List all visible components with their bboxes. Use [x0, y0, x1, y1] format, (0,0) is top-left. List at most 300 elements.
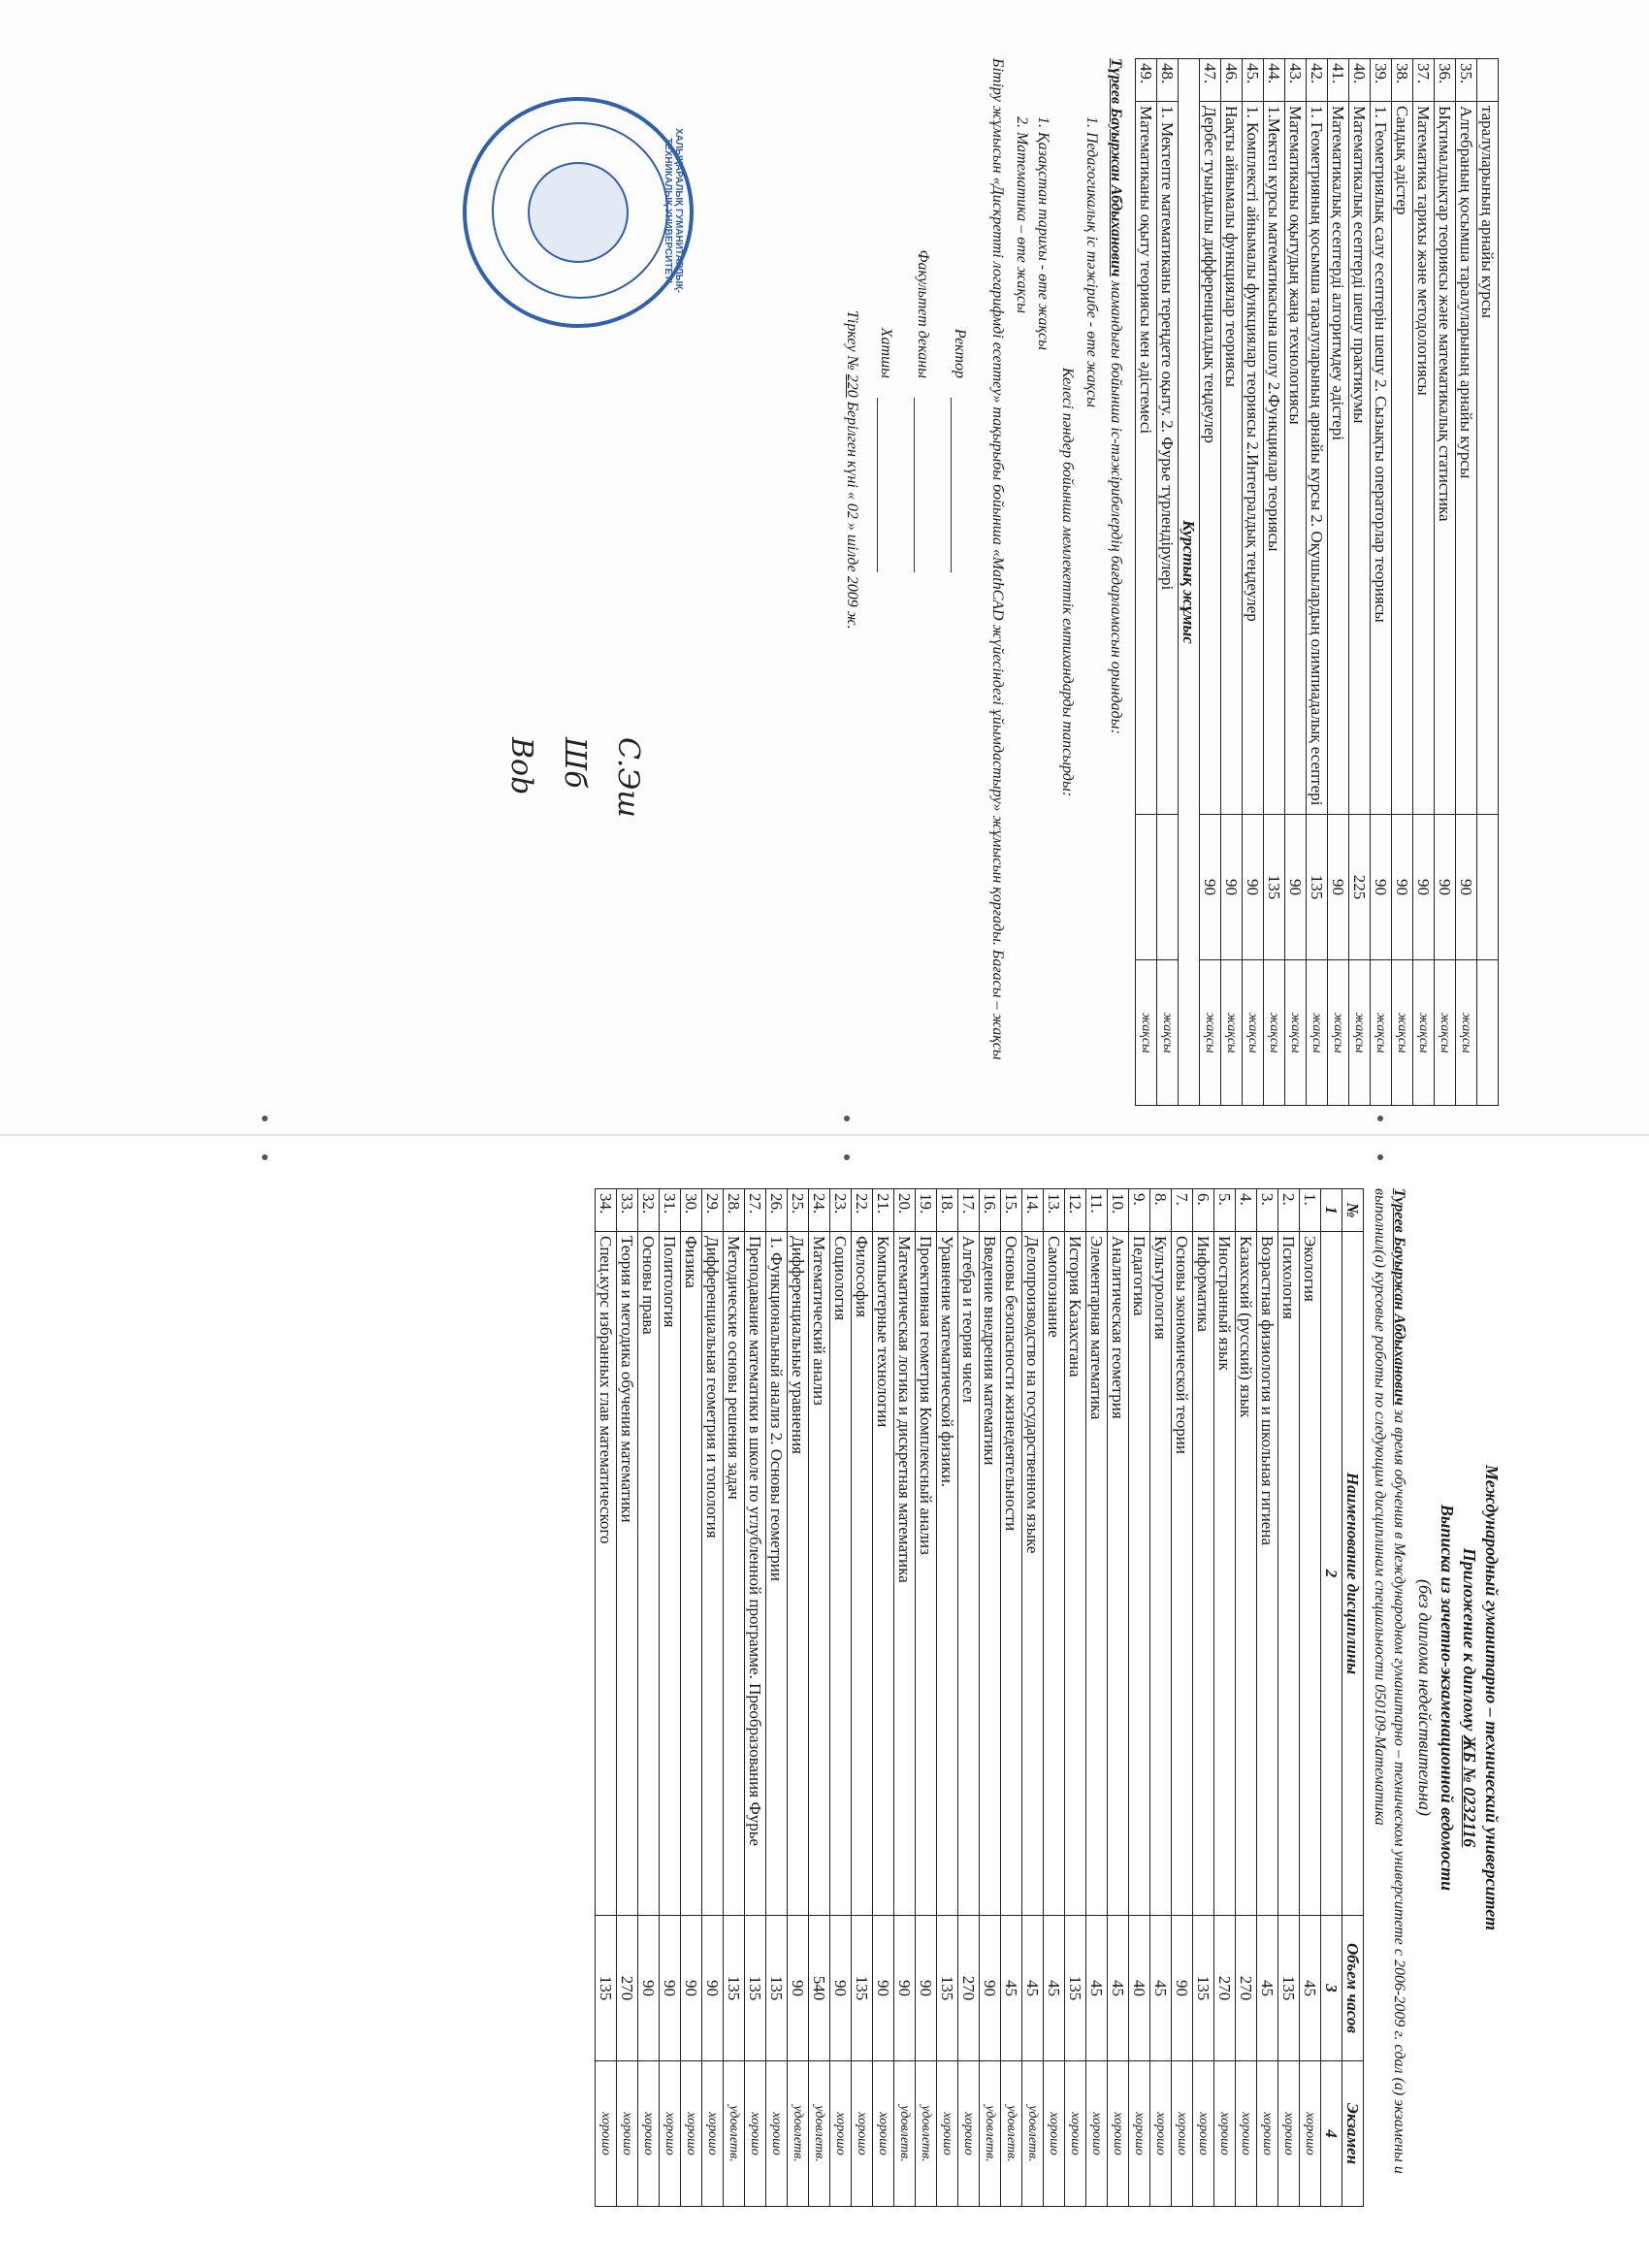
hours-value: 90 — [681, 1916, 702, 2061]
table-row — [894, 1189, 916, 2207]
discipline-name: Математика тарихы және методологиясы — [1413, 102, 1435, 815]
row-number: 32. — [638, 1189, 660, 1232]
row-number: 46. — [1221, 59, 1243, 102]
table-row — [745, 1189, 766, 2207]
table-row — [1172, 1189, 1193, 2207]
grade-value: хорошо — [1150, 2061, 1172, 2207]
grade-value: жақсы — [1264, 960, 1285, 1106]
row-number: 47. — [1200, 59, 1221, 102]
grade-value: хорошо — [1236, 2061, 1257, 2207]
hours-value: 135 — [1065, 1916, 1086, 2061]
table-row — [660, 1189, 681, 2207]
university-name: Международный гуманитарно – технический университет — [1482, 1465, 1502, 1930]
hours-value — [1157, 815, 1179, 960]
header-grade: Экзамен — [1342, 2061, 1364, 2207]
row-number: 34. — [596, 1189, 617, 1232]
row-number: 25. — [788, 1189, 809, 1232]
row-number: 26. — [766, 1189, 788, 1232]
discipline-name: Математикалық есептерді алгоритмдеу әдістері — [1328, 102, 1349, 815]
table-row — [1243, 59, 1264, 1106]
signature-row — [877, 58, 894, 1106]
table-row — [1307, 59, 1328, 1106]
table-row — [852, 1189, 873, 2207]
table-row — [809, 1189, 830, 2207]
discipline-name: Педагогика — [1129, 1232, 1150, 1916]
discipline-name: Алгебраның қосымша таралуларының арнайы курсы — [1456, 102, 1477, 815]
grade-value: хорошо — [1086, 2061, 1108, 2207]
table-row — [724, 1189, 745, 2207]
row-number: 6. — [1193, 1189, 1214, 1232]
row-number: 41. — [1328, 59, 1349, 102]
punch-mark — [1377, 1116, 1383, 1121]
row-number: 12. — [1065, 1189, 1086, 1232]
table-row — [1392, 59, 1413, 1106]
exam-list — [1013, 116, 1051, 1106]
discipline-name: 1. Геометриялық салу есептерін шешу 2. Сызықты операторлар теориясы — [1371, 102, 1392, 815]
hours-value: 90 — [660, 1916, 681, 2061]
discipline-name: Делопроизводство на государственном языке — [1022, 1232, 1044, 1916]
discipline-name: Политология — [660, 1232, 681, 1916]
signature-line — [877, 398, 894, 572]
hours-value: 45 — [1257, 1916, 1278, 2061]
student-name: Туреев Бауыржан Абдыханович — [1391, 1188, 1407, 1406]
grade-value: жақсы — [1157, 960, 1179, 1106]
stamp-text: ХАЛЫҚАРАЛЫҚ ГУМАНИТАРЛЫҚ-ТЕХНИКАЛЫҚ УНИВЕРСИТЕТІ — [663, 128, 684, 293]
row-number: 16. — [980, 1189, 1001, 1232]
discipline-name: Ықтималдықтар теориясы және математикалық статистика — [1435, 102, 1456, 815]
grade-value: хорошо — [681, 2061, 702, 2207]
row-number: 21. — [873, 1189, 894, 1232]
grade-value: хорошо — [1108, 2061, 1129, 2207]
grade-value: жақсы — [1285, 960, 1307, 1106]
table-row — [1136, 59, 1157, 1106]
practice-intro — [1106, 58, 1125, 1106]
signature-label: Факультет деканы — [915, 249, 931, 378]
dean-signature: Шб — [558, 737, 592, 789]
hours-value: 135 — [1193, 1916, 1214, 2061]
discipline-name: Основы экономической теории — [1172, 1232, 1193, 1916]
hours-value: 90 — [980, 1916, 1001, 2061]
discipline-name: 1. Комплексті айнымалы функциялар теориясы 2.Интегралдық теңдеулер — [1243, 102, 1264, 815]
fold-line — [0, 1134, 1649, 1136]
grades-table-russian — [595, 1188, 1364, 2207]
discipline-name: Спец.курс избранных глав математического — [596, 1232, 617, 1916]
grade-value: жақсы — [1328, 960, 1349, 1106]
hours-value: 90 — [894, 1916, 916, 2061]
grade-value: удовлетв. — [724, 2061, 745, 2207]
discipline-name: Казахский (русский) язык — [1236, 1232, 1257, 1916]
grade-value: хорошо — [766, 2061, 788, 2207]
table-row — [1264, 59, 1285, 1106]
grade-value: хорошо — [873, 2061, 894, 2207]
row-number: 14. — [1022, 1189, 1044, 1232]
grade-value: удовлетв. — [1022, 2061, 1044, 2207]
punch-mark — [844, 1116, 850, 1121]
table-row — [617, 1189, 638, 2207]
header-hours: Объем часов — [1342, 1916, 1364, 2061]
grade-value: хорошо — [1214, 2061, 1236, 2207]
hours-value: 90 — [788, 1916, 809, 2061]
hours-value: 270 — [1214, 1916, 1236, 2061]
issued-line — [842, 58, 861, 1106]
grade-value: жақсы — [1243, 960, 1264, 1106]
hours-value: 135 — [1307, 815, 1328, 960]
appendix-label: Приложение к диплому — [1460, 1547, 1479, 1732]
row-number: 4. — [1236, 1189, 1257, 1232]
grade-value: хорошо — [1193, 2061, 1214, 2207]
row-number: 39. — [1371, 59, 1392, 102]
discipline-name: Математиканы оқытудың жаңа технологиясы — [1285, 102, 1307, 815]
hours-value: 270 — [617, 1916, 638, 2061]
hours-value: 45 — [1150, 1916, 1172, 2061]
grade-value: жақсы — [1456, 960, 1477, 1106]
hours-value: 90 — [1200, 815, 1221, 960]
grade-value: хорошо — [617, 2061, 638, 2207]
signature-block — [877, 58, 968, 1106]
grade-value: хорошо — [1129, 2061, 1150, 2207]
header-hours-index: 3 — [1321, 1916, 1342, 2061]
grade-value: удовлетв. — [980, 2061, 1001, 2207]
hours-value: 90 — [1328, 815, 1349, 960]
row-number: 44. — [1264, 59, 1285, 102]
table-row — [1108, 1189, 1129, 2207]
grade-value: хорошо — [638, 2061, 660, 2207]
university-stamp — [463, 97, 694, 328]
row-number: 8. — [1150, 1189, 1172, 1232]
table-row — [1257, 1189, 1278, 2207]
appendix-line — [1459, 1188, 1479, 2207]
signature-label: Хатшы — [878, 327, 894, 378]
grade-value: жақсы — [1200, 960, 1221, 1106]
hours-value: 90 — [1392, 815, 1413, 960]
hours-value: 135 — [745, 1916, 766, 2061]
grade-value: хорошо — [1044, 2061, 1065, 2207]
discipline-name: 1. Геометрияның қосымша таралуларының арнайы курсы 2. Оқушылардың олимпиадалық есептері — [1307, 102, 1328, 815]
signature-label: Ректор — [952, 328, 968, 378]
grade-value: хорошо — [852, 2061, 873, 2207]
discipline-name: Теория и методика обучения математики — [617, 1232, 638, 1916]
grade-value: хорошо — [660, 2061, 681, 2207]
hours-value: 270 — [1236, 1916, 1257, 2061]
discipline-name: таралуларының арнайы курсы — [1477, 102, 1499, 815]
grade-value: жақсы — [1435, 960, 1456, 1106]
row-number: 18. — [937, 1189, 958, 1232]
row-number: 2. — [1278, 1189, 1300, 1232]
hours-value: 45 — [1044, 1916, 1065, 2061]
hours-value: 90 — [702, 1916, 724, 2061]
punch-mark — [262, 1154, 268, 1160]
grade-value: жақсы — [1413, 960, 1435, 1106]
row-number: 29. — [702, 1189, 724, 1232]
discipline-name: Информатика — [1193, 1232, 1214, 1916]
grade-value: хорошо — [830, 2061, 852, 2207]
row-number: 10. — [1108, 1189, 1129, 1232]
table-row — [1044, 1189, 1065, 2207]
row-number: 19. — [916, 1189, 937, 1232]
table-row — [1193, 1189, 1214, 2207]
grade-value: хорошо — [1278, 2061, 1300, 2207]
hours-value: 540 — [809, 1916, 830, 2061]
discipline-name: Дербес туындылы дифференциалдық теңдеулер — [1200, 102, 1221, 815]
table-row — [766, 1189, 788, 2207]
row-number: 11. — [1086, 1189, 1108, 1232]
issued-date: Берілген күні « 02 » шілде 2009 ж. — [844, 401, 860, 630]
hours-value: 90 — [1371, 815, 1392, 960]
row-number: 45. — [1243, 59, 1264, 102]
hours-value: 40 — [1129, 1916, 1150, 2061]
discipline-name: 1. Мектепте математиканы тереңдете оқыту. 2. Фурье түрлендірулері — [1157, 102, 1179, 815]
row-number: 9. — [1129, 1189, 1150, 1232]
punch-mark — [262, 1116, 268, 1121]
table-row — [958, 1189, 980, 2207]
hours-value: 90 — [1172, 1916, 1193, 2061]
row-number: 13. — [1044, 1189, 1065, 1232]
table-row — [596, 1189, 617, 2207]
grade-value: жақсы — [1371, 960, 1392, 1106]
header-name-index: 2 — [1321, 1232, 1342, 1916]
hours-value: 135 — [724, 1916, 745, 2061]
row-number: 37. — [1413, 59, 1435, 102]
header-name: Наименование дисциплины — [1342, 1232, 1364, 1916]
table-row — [702, 1189, 724, 2207]
row-number: 5. — [1214, 1189, 1236, 1232]
hours-value: 90 — [1285, 815, 1307, 960]
row-number: 1. — [1300, 1189, 1321, 1232]
row-number: 42. — [1307, 59, 1328, 102]
discipline-name: Математическая логика и дискретная математика — [894, 1232, 916, 1916]
table-row — [1086, 1189, 1108, 2207]
table-row — [1129, 1189, 1150, 2207]
discipline-name: Математический анализ — [809, 1232, 830, 1916]
discipline-name: Элементарная математика — [1086, 1232, 1108, 1916]
hours-value: 135 — [852, 1916, 873, 2061]
practice-list — [1083, 116, 1100, 1106]
issued-number: 220 — [844, 373, 860, 398]
discipline-name: Нақты айнымалы функциялар теориясы — [1221, 102, 1243, 815]
table-row — [788, 1189, 809, 2207]
discipline-name: Математиканы оқыту теориясы мен әдістемесі — [1136, 102, 1157, 815]
table-row — [830, 1189, 852, 2207]
grade-value: удовлетв. — [916, 2061, 937, 2207]
grade-value: хорошо — [937, 2061, 958, 2207]
grade-value: удовлетв. — [894, 2061, 916, 2207]
punch-mark — [1377, 1154, 1383, 1160]
discipline-name: Самопознание — [1044, 1232, 1065, 1916]
section-label: Курстық жұмыс — [1179, 59, 1200, 1106]
grade-value: хорошо — [1172, 2061, 1193, 2207]
discipline-name: Уравнение математической физики. — [937, 1232, 958, 1916]
grades-table-kazakh — [1135, 58, 1499, 1106]
table-row — [1221, 59, 1243, 1106]
table-row — [1001, 1189, 1022, 2207]
discipline-name: Сандық әдістер — [1392, 102, 1413, 815]
hours-value: 45 — [1022, 1916, 1044, 2061]
hours-value: 90 — [1243, 815, 1264, 960]
table-row — [1150, 1189, 1172, 2207]
hours-value: 90 — [1221, 815, 1243, 960]
grade-value: удовлетв. — [788, 2061, 809, 2207]
row-number: 48. — [1157, 59, 1179, 102]
document-title: Выписка из зачетно-экзаменационной ведомости — [1438, 1504, 1457, 1892]
discipline-name: Компьютерные технологии — [873, 1232, 894, 1916]
discipline-name: Введение внедрения математики — [980, 1232, 1001, 1916]
discipline-name: Психология — [1278, 1232, 1300, 1916]
grade-value: жақсы — [1221, 960, 1243, 1106]
discipline-name: Дифференциальные уравнения — [788, 1232, 809, 1916]
hours-value: 90 — [830, 1916, 852, 2061]
discipline-name: Алгебра и теория чисел — [958, 1232, 980, 1916]
discipline-name: Основы права — [638, 1232, 660, 1916]
hours-value: 45 — [1001, 1916, 1022, 2061]
hours-value: 225 — [1349, 815, 1371, 960]
row-number: 33. — [617, 1189, 638, 1232]
table-row — [681, 1189, 702, 2207]
grade-value: хорошо — [702, 2061, 724, 2207]
hours-value — [1477, 815, 1499, 960]
row-number: 28. — [724, 1189, 745, 1232]
table-row — [1214, 1189, 1236, 2207]
grade-value: жақсы — [1136, 960, 1157, 1106]
grade-value: хорошо — [745, 2061, 766, 2207]
grade-value: хорошо — [958, 2061, 980, 2207]
grade-value: хорошо — [1065, 2061, 1086, 2207]
table-row — [873, 1189, 894, 2207]
row-number: 30. — [681, 1189, 702, 1232]
discipline-name: Дифференциальная геометрия и топология — [702, 1232, 724, 1916]
hours-value: 135 — [596, 1916, 617, 2061]
hours-value: 90 — [1456, 815, 1477, 960]
punch-mark — [844, 1154, 850, 1160]
row-number: 24. — [809, 1189, 830, 1232]
table-row — [1285, 59, 1307, 1106]
row-number: 7. — [1172, 1189, 1193, 1232]
table-row — [638, 1189, 660, 2207]
row-number: 17. — [958, 1189, 980, 1232]
discipline-name: Математикалық есептерді шешу практикумы — [1349, 102, 1371, 815]
signature-row — [914, 58, 931, 1106]
table-row — [1200, 59, 1221, 1106]
row-number — [1477, 59, 1499, 102]
discipline-name: Социология — [830, 1232, 852, 1916]
hours-value: 135 — [766, 1916, 788, 2061]
discipline-name: Возрастная физиология и школьная гигиена — [1257, 1232, 1278, 1916]
appendix-number: ЖБ № 0232116 — [1460, 1734, 1479, 1848]
table-row — [1300, 1189, 1321, 2207]
table-row — [1065, 1189, 1086, 2207]
discipline-name: Физика — [681, 1232, 702, 1916]
table-row — [980, 1189, 1001, 2207]
row-number: 22. — [852, 1189, 873, 1232]
table-row — [1236, 1189, 1257, 2207]
discipline-name: 1. Функциональный анализ 2. Основы геометрии — [766, 1232, 788, 1916]
discipline-name: Методические основы решения задач — [724, 1232, 745, 1916]
row-number: 20. — [894, 1189, 916, 1232]
table-row — [916, 1189, 937, 2207]
grade-value — [1477, 960, 1499, 1106]
grade-value: жақсы — [1307, 960, 1328, 1106]
table-row — [1371, 59, 1392, 1106]
exam-item: 1. Қазақстан тарихы - өте жақсы — [1035, 116, 1051, 350]
table-row — [1022, 1189, 1044, 2207]
exams-intro: Келесі пәндер бойынша мемлекеттік емтихандарды тапсырды: — [1059, 367, 1076, 797]
hours-value: 135 — [1264, 815, 1285, 960]
discipline-name: Иностранный язык — [1214, 1232, 1236, 1916]
discipline-name: Философия — [852, 1232, 873, 1916]
row-number: 15. — [1001, 1189, 1022, 1232]
row-number: 38. — [1392, 59, 1413, 102]
grade-value: хорошо — [1257, 2061, 1278, 2207]
table-row — [937, 1189, 958, 2207]
issued-label: Тіркеу № — [844, 310, 860, 371]
practice-item: 1. Педагогикалық іс тәжірибе - өте жақсы — [1083, 116, 1100, 407]
hours-value: 45 — [1108, 1916, 1129, 2061]
hours-value: 90 — [916, 1916, 937, 2061]
thesis-text: Бітіру жұмысын «Дискретті логарифмді есептеу» тақырыбы бойынша «MathCAD жүйесіндегі ұйымдастыру» жұмысын қорғады. Бағасы – жақсы — [989, 58, 1006, 1060]
hours-value: 90 — [873, 1916, 894, 2061]
hours-value: 90 — [638, 1916, 660, 2061]
discipline-name: Проективная геометрия Комплексный анализ — [916, 1232, 937, 1916]
hours-value: 45 — [1300, 1916, 1321, 2061]
table-row — [1157, 59, 1179, 1106]
student-name: Түреев Бауыржан Абдыханович — [1108, 58, 1124, 277]
hours-value — [1136, 815, 1157, 960]
transcript-sheet-russian — [388, 1188, 1504, 2207]
table-row — [1477, 59, 1499, 1106]
hours-value: 45 — [1086, 1916, 1108, 2061]
signature-line — [914, 398, 931, 572]
grade-value: хорошо — [1300, 2061, 1321, 2207]
discipline-name: Экология — [1300, 1232, 1321, 1916]
hours-value: 90 — [1413, 815, 1435, 960]
header-grade-index: 4 — [1321, 2061, 1342, 2207]
grade-value: удовлетв. — [809, 2061, 830, 2207]
grade-value: удовлетв. — [1001, 2061, 1022, 2207]
table-row — [1328, 59, 1349, 1106]
signature-line — [951, 398, 968, 572]
table-row — [1435, 59, 1456, 1106]
discipline-name: История Казахстана — [1065, 1232, 1086, 1916]
row-number: 27. — [745, 1189, 766, 1232]
row-number: 40. — [1349, 59, 1371, 102]
rector-signature: C.Эш — [611, 737, 645, 818]
header-num: № — [1342, 1189, 1364, 1232]
header-num-index: 1 — [1321, 1189, 1342, 1232]
exam-item: 2. Математика – өте жақсы — [1014, 116, 1030, 313]
grade-value: жақсы — [1392, 960, 1413, 1106]
transcript-sheet-kazakh — [412, 58, 1499, 1106]
discipline-name: Культурология — [1150, 1232, 1172, 1916]
row-number: 23. — [830, 1189, 852, 1232]
discipline-name: 1.Мектеп курсы математикасына шолу 2.Функциялар теориясы — [1264, 102, 1285, 815]
row-number: 43. — [1285, 59, 1307, 102]
row-number: 31. — [660, 1189, 681, 1232]
secretary-signature: Bob — [504, 737, 538, 795]
discipline-name: Аналитическая геометрия — [1108, 1232, 1129, 1916]
table-row — [1278, 1189, 1300, 2207]
hours-value: 135 — [1278, 1916, 1300, 2061]
hours-value: 135 — [937, 1916, 958, 2061]
table-row — [1413, 59, 1435, 1106]
discipline-name: Преподавание математики в школе по углубленной программе. Преобразования Фурье — [745, 1232, 766, 1916]
grade-value: жақсы — [1349, 960, 1371, 1106]
signature-row — [951, 58, 968, 1106]
row-number: 35. — [1456, 59, 1477, 102]
table-row — [1456, 59, 1477, 1106]
row-number: 3. — [1257, 1189, 1278, 1232]
section-row — [1179, 59, 1200, 1106]
grade-value: хорошо — [596, 2061, 617, 2207]
hours-value: 270 — [958, 1916, 980, 2061]
